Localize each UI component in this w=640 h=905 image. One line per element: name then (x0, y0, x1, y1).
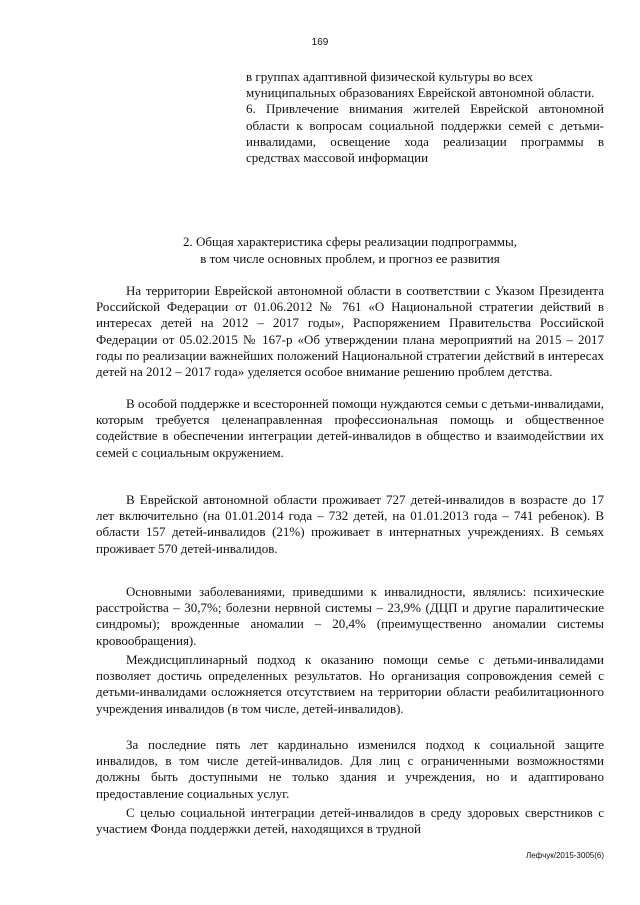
paragraph-decree: На территории Еврейской автономной области в соответствии с Указом Президента Российской Федерации от 01.06.2012 № 761 «О Национальной стратегии действий в интересах детей на 2012 – 2017 годы», Распоряжением Правительства Российской Федерации от 05.02.2015 № 167-р «Об утверждении плана мероприятий на 2015 – 2017 годы по реализации важнейших положений Национальной стратегии действий в интересах детей на 2012 – 2017 года» уделяется особое внимание решению проблем детства. (96, 283, 604, 380)
page-number: 169 (311, 37, 329, 48)
paragraph-interdisciplinary: Междисциплинарный подход к оказанию помощи семье с детьми-инвалидами позволяет достичь определенных результатов. Но организация сопровождения семей с детьми-инвалидами осложняется отсутствием на территории области реабилитационного учреждения инвалидов (в том числе, детей-инвалидов). (96, 652, 604, 716)
paragraph-social-integration: С целью социальной интеграции детей-инвалидов в среду здоровых сверстников с участием Фонда поддержки детей, находящихся в трудной (96, 805, 604, 837)
section-heading (96, 234, 604, 267)
paragraph-support-needs: В особой поддержке и всесторонней помощи нуждаются семьи с детьми-инвалидами, которым требуется целенаправленная профессиональная помощь и общественное содействие в обеспечении интеграции детей-инвалидов в общество и взаимодействии их семей с социальным окружением. (96, 396, 604, 460)
list-item-6: 6. Привлечение внимания жителей Еврейской автономной области к вопросам социальной поддержки семей с детьми-инвалидами, освещение хода реализации программы в средствах массовой информации (246, 101, 604, 166)
paragraph-diseases: Основными заболеваниями, приведшими к инвалидности, являлись: психические расстройства – 30,7%; болезни нервной системы – 23,9% (ДЦП и другие паралитические синдромы); врожденные аномалии – 20,4% (преимущественно аномалии системы кровообращения). (96, 584, 604, 648)
list-item-5-continuation: в группах адаптивной физической культуры во всех муниципальных образованиях Еврейской автономной области. (246, 69, 595, 101)
paragraph-statistics: В Еврейской автономной области проживает 727 детей-инвалидов в возрасте до 17 лет включительно (на 01.01.2014 года – 732 детей, на 01.01.2013 года – 741 ребенок). В области 157 детей-инвалидов (21%) проживает в интернатных учреждениях. В семьях проживает 570 детей-инвалидов. (96, 492, 604, 556)
paragraph-social-protection: За последние пять лет кардинально изменился подход к социальной защите инвалидов, в том числе детей-инвалидов. Для лиц с ограниченными возможностями должны быть доступными не только здания и учреждения, но и адаптировано предоставление социальных услуг. (96, 737, 604, 801)
section-heading-line-1: 2. Общая характеристика сферы реализации подпрограммы, (182, 234, 518, 249)
task-list-continuation (246, 69, 604, 166)
footer-code: Лефчук/2015-3005(6) (525, 851, 604, 860)
section-heading-line-2: в том числе основных проблем, и прогноз ее развития (200, 250, 500, 266)
